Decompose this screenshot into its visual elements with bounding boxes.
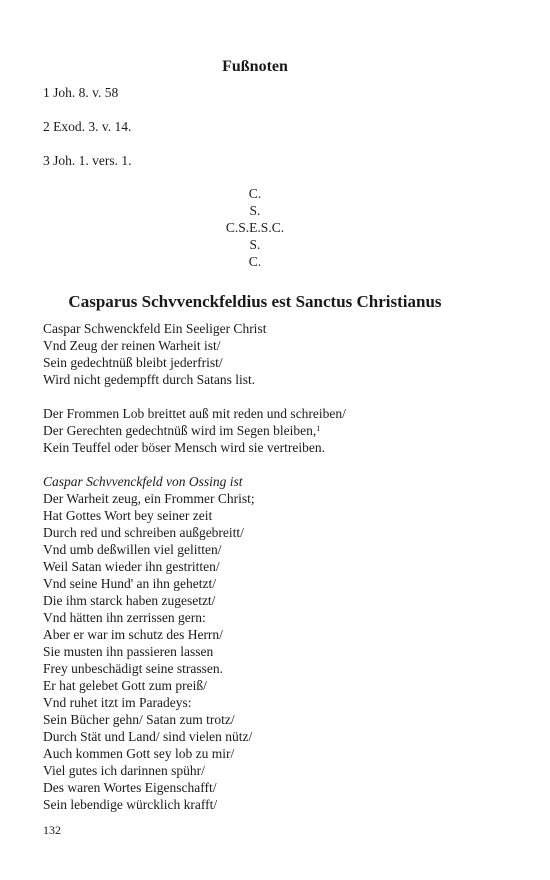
footnote-3: 3 Joh. 1. vers. 1. [43, 153, 132, 168]
poem-line: Er hat gelebet Gott zum preiß/ [43, 678, 207, 693]
footnote-2: 2 Exod. 3. v. 14. [43, 119, 132, 134]
poem-line: Auch kommen Gott sey lob zu mir/ [43, 746, 235, 761]
poem-line: Sie musten ihn passieren lassen [43, 644, 214, 659]
poem-line: Weil Satan wieder ihn gestritten/ [43, 559, 220, 574]
poem-line: Vnd seine Hund' an ihn gehetzt/ [43, 576, 217, 591]
poem-line: Der Frommen Lob breittet auß mit reden und schreiben/ [43, 406, 346, 421]
footnote-1: 1 Joh. 8. v. 58 [43, 85, 119, 100]
footnotes-heading: Fußnoten [222, 58, 288, 75]
poem-line: Durch red und schreiben außgebreitt/ [43, 525, 244, 540]
page-number: 132 [43, 823, 61, 837]
footnote-marker: 1 [316, 424, 321, 433]
acrostic-line: S. [249, 237, 261, 252]
poem-line-text: Der Gerechten gedechtnüß wird im Segen bleiben, [43, 423, 317, 438]
stanza-3 [43, 473, 255, 813]
poem-title: Casparus Schvvenckfeldius est Sanctus Christianus [68, 292, 442, 311]
poem-line-with-footnote [43, 422, 346, 439]
poem-line: Sein lebendige würcklich krafft/ [43, 797, 218, 812]
poem-line: Sein Bücher gehn/ Satan zum trotz/ [43, 712, 235, 727]
poem-line: Der Warheit zeug, ein Frommer Christ; [43, 491, 255, 506]
acrostic-line: C. [248, 186, 262, 201]
acrostic-line: S. [249, 203, 261, 218]
poem-line: Sein gedechtnüß bleibt jederfrist/ [43, 355, 223, 370]
stanza-1 [43, 320, 266, 388]
acrostic-line: C. [248, 254, 262, 269]
poem-line: Frey unbeschädigt seine strassen. [43, 661, 223, 676]
poem-line: Viel gutes ich darinnen spühr/ [43, 763, 205, 778]
poem-line: Kein Teuffel oder böser Mensch wird sie vertreiben. [43, 440, 325, 455]
poem-line: Vnd Zeug der reinen Warheit ist/ [43, 338, 221, 353]
poem-line: Caspar Schwenckfeld Ein Seeliger Christ [43, 321, 267, 336]
poem-line: Aber er war im schutz des Herrn/ [43, 627, 223, 642]
poem-line: Vnd hätten ihn zerrissen gern: [43, 610, 206, 625]
poem-line: Wird nicht gedempfft durch Satans list. [43, 372, 256, 387]
poem-line: Die ihm starck haben zugesetzt/ [43, 593, 216, 608]
acrostic-line: C.S.E.S.C. [225, 220, 285, 235]
acrostic-block [0, 185, 510, 270]
poem-line: Des waren Wortes Eigenschafft/ [43, 780, 217, 795]
stanza-2 [43, 405, 346, 456]
poem-line-italic: Caspar Schvvenckfeld von Ossing ist [43, 474, 243, 489]
poem-line: Vnd umb deßwillen viel gelitten/ [43, 542, 222, 557]
poem-line: Vnd ruhet itzt im Paradeys: [43, 695, 192, 710]
poem-line: Hat Gottes Wort bey seiner zeit [43, 508, 213, 523]
poem-line: Durch Stät und Land/ sind vielen nütz/ [43, 729, 253, 744]
